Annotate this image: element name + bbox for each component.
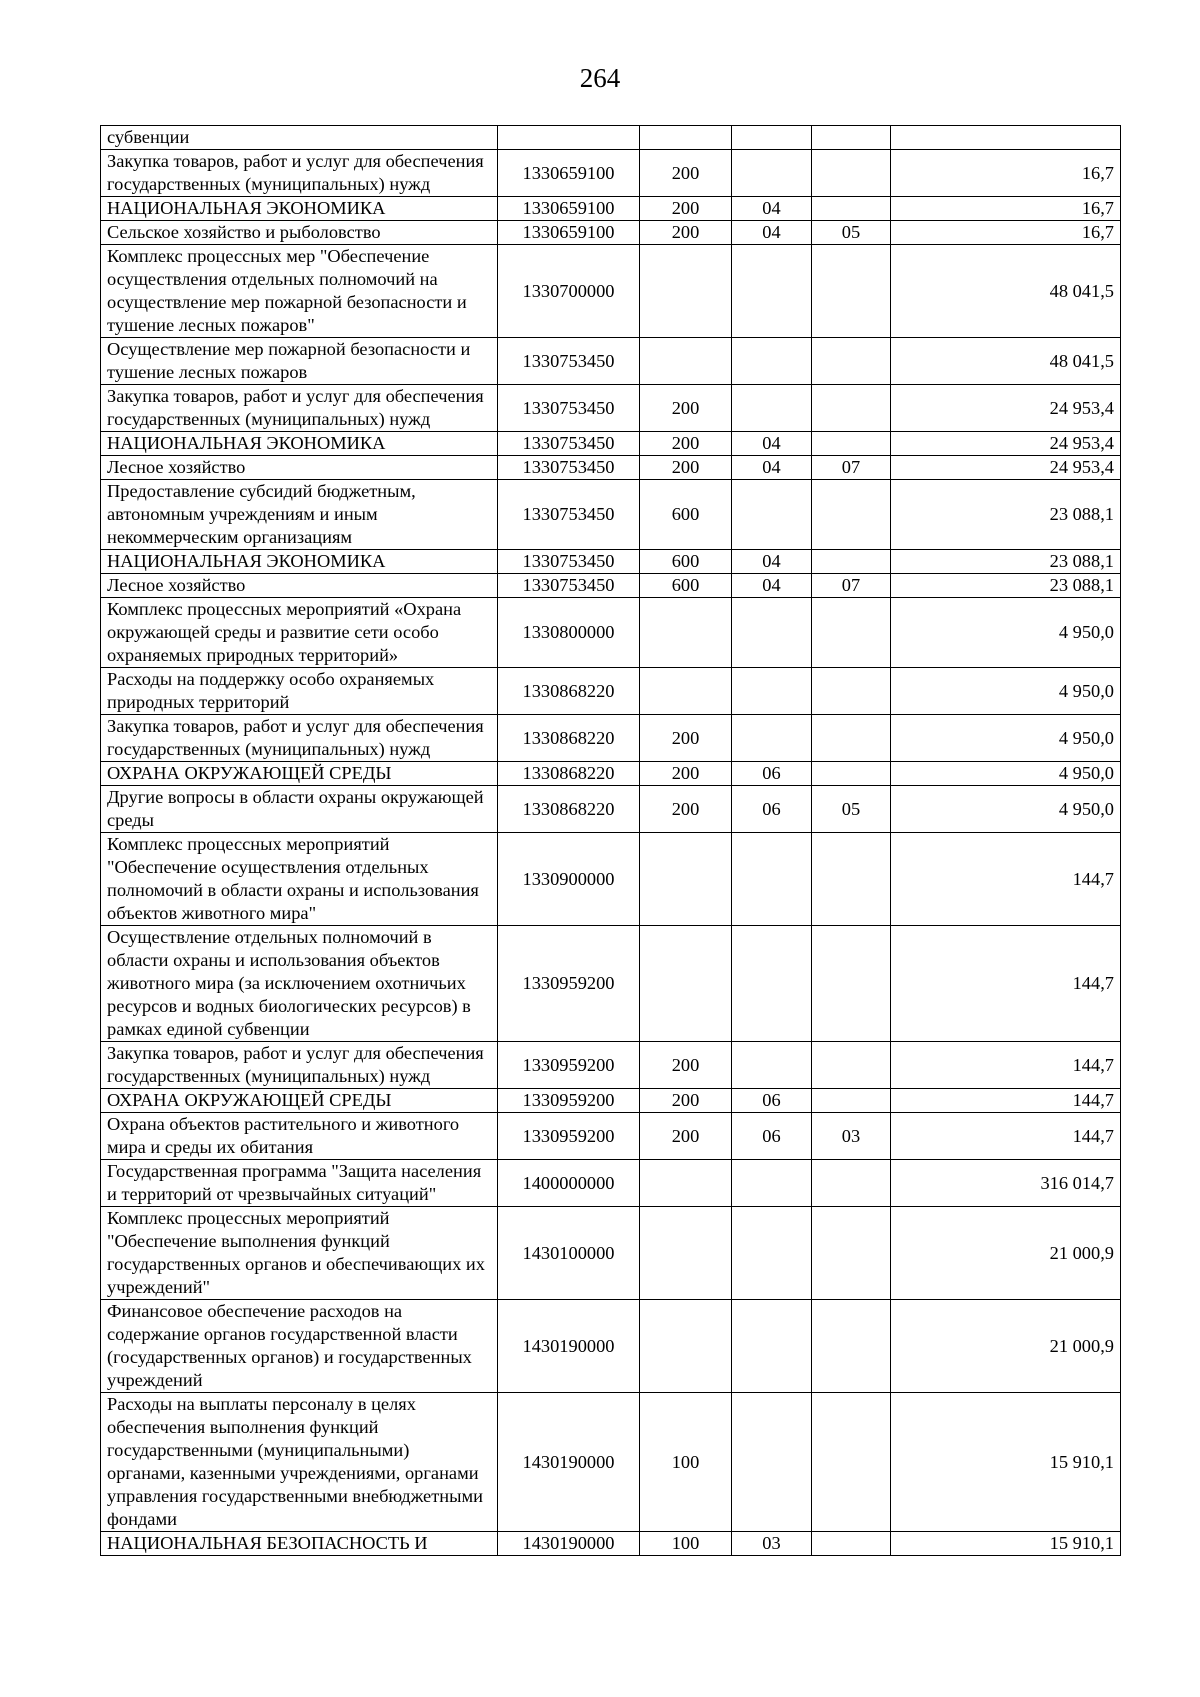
row-expense-type: 200 — [640, 1113, 732, 1160]
row-expense-type — [640, 1300, 732, 1393]
row-name: Комплекс процессных мероприятий "Обеспечение осуществления отдельных полномочий в области охраны и использования объектов животного мира" — [101, 833, 498, 926]
table-row — [101, 1393, 1121, 1532]
table-row — [101, 1042, 1121, 1089]
row-amount: 16,7 — [891, 221, 1121, 245]
row-amount: 23 088,1 — [891, 550, 1121, 574]
row-section — [732, 715, 812, 762]
table-row — [101, 245, 1121, 338]
row-name: НАЦИОНАЛЬНАЯ ЭКОНОМИКА — [101, 550, 498, 574]
row-subsection: 07 — [812, 574, 891, 598]
row-name: Осуществление отдельных полномочий в области охраны и использования объектов животного мира (за исключением охотничьих ресурсов и водных биологических ресурсов) в рамках единой субвенции — [101, 926, 498, 1042]
table-row — [101, 786, 1121, 833]
row-code: 1330700000 — [498, 245, 640, 338]
table-row — [101, 668, 1121, 715]
row-code: 1330868220 — [498, 762, 640, 786]
row-amount: 48 041,5 — [891, 338, 1121, 385]
row-code: 1330753450 — [498, 480, 640, 550]
row-section — [732, 598, 812, 668]
table-row — [101, 221, 1121, 245]
row-amount: 4 950,0 — [891, 715, 1121, 762]
row-amount: 21 000,9 — [891, 1300, 1121, 1393]
table-row — [101, 126, 1121, 150]
row-amount: 4 950,0 — [891, 668, 1121, 715]
row-expense-type — [640, 833, 732, 926]
table-row — [101, 1160, 1121, 1207]
row-name: Расходы на поддержку особо охраняемых природных территорий — [101, 668, 498, 715]
row-amount: 16,7 — [891, 197, 1121, 221]
row-subsection — [812, 385, 891, 432]
table-row — [101, 926, 1121, 1042]
row-name: Предоставление субсидий бюджетным, автономным учреждениям и иным некоммерческим организациям — [101, 480, 498, 550]
table-row — [101, 1113, 1121, 1160]
row-subsection — [812, 245, 891, 338]
budget-table-body — [101, 126, 1121, 1556]
table-row — [101, 598, 1121, 668]
row-amount: 144,7 — [891, 1042, 1121, 1089]
row-code: 1330753450 — [498, 550, 640, 574]
row-amount: 316 014,7 — [891, 1160, 1121, 1207]
row-amount: 23 088,1 — [891, 574, 1121, 598]
row-code: 1330868220 — [498, 715, 640, 762]
row-subsection — [812, 432, 891, 456]
row-expense-type: 200 — [640, 1042, 732, 1089]
row-expense-type — [640, 598, 732, 668]
row-section: 04 — [732, 456, 812, 480]
row-code: 1330659100 — [498, 197, 640, 221]
row-subsection: 07 — [812, 456, 891, 480]
row-subsection — [812, 1207, 891, 1300]
table-row — [101, 432, 1121, 456]
row-name: Финансовое обеспечение расходов на содержание органов государственной власти (государственных органов) и государственных учреждений — [101, 1300, 498, 1393]
table-row — [101, 715, 1121, 762]
row-amount: 144,7 — [891, 926, 1121, 1042]
row-code: 1330959200 — [498, 1089, 640, 1113]
row-name: Комплекс процессных мероприятий "Обеспечение выполнения функций государственных органов и обеспечивающих их учреждений" — [101, 1207, 498, 1300]
row-expense-type: 200 — [640, 715, 732, 762]
row-subsection — [812, 150, 891, 197]
row-subsection — [812, 762, 891, 786]
row-code: 1330959200 — [498, 1042, 640, 1089]
row-section: 06 — [732, 762, 812, 786]
row-code: 1430190000 — [498, 1393, 640, 1532]
row-expense-type: 200 — [640, 150, 732, 197]
row-code: 1430190000 — [498, 1532, 640, 1556]
row-expense-type: 200 — [640, 221, 732, 245]
row-section: 06 — [732, 1113, 812, 1160]
row-code: 1330753450 — [498, 338, 640, 385]
row-expense-type: 200 — [640, 432, 732, 456]
row-name: Закупка товаров, работ и услуг для обеспечения государственных (муниципальных) нужд — [101, 715, 498, 762]
row-section: 04 — [732, 574, 812, 598]
row-amount: 15 910,1 — [891, 1393, 1121, 1532]
row-name: Лесное хозяйство — [101, 574, 498, 598]
row-section: 04 — [732, 197, 812, 221]
row-name: Охрана объектов растительного и животного мира и среды их обитания — [101, 1113, 498, 1160]
table-row — [101, 1300, 1121, 1393]
row-name: Сельское хозяйство и рыболовство — [101, 221, 498, 245]
row-expense-type: 600 — [640, 574, 732, 598]
row-section — [732, 385, 812, 432]
row-section: 04 — [732, 432, 812, 456]
row-subsection: 05 — [812, 221, 891, 245]
table-row — [101, 550, 1121, 574]
row-expense-type: 600 — [640, 480, 732, 550]
row-subsection — [812, 1089, 891, 1113]
row-amount: 144,7 — [891, 1113, 1121, 1160]
row-section — [732, 668, 812, 715]
table-row — [101, 1207, 1121, 1300]
row-amount — [891, 126, 1121, 150]
row-expense-type — [640, 926, 732, 1042]
page-number: 264 — [579, 63, 621, 93]
row-section — [732, 1160, 812, 1207]
row-expense-type — [640, 1207, 732, 1300]
row-name: Лесное хозяйство — [101, 456, 498, 480]
row-section — [732, 126, 812, 150]
row-subsection — [812, 126, 891, 150]
row-amount: 15 910,1 — [891, 1532, 1121, 1556]
row-section: 06 — [732, 786, 812, 833]
row-section: 03 — [732, 1532, 812, 1556]
row-section — [732, 245, 812, 338]
row-section: 04 — [732, 221, 812, 245]
row-amount: 4 950,0 — [891, 786, 1121, 833]
row-expense-type — [640, 338, 732, 385]
row-code: 1330900000 — [498, 833, 640, 926]
row-subsection — [812, 197, 891, 221]
row-subsection: 05 — [812, 786, 891, 833]
row-name: Другие вопросы в области охраны окружающей среды — [101, 786, 498, 833]
row-subsection — [812, 480, 891, 550]
row-code: 1330753450 — [498, 432, 640, 456]
row-subsection — [812, 1393, 891, 1532]
table-row — [101, 833, 1121, 926]
table-row — [101, 762, 1121, 786]
row-name: ОХРАНА ОКРУЖАЮЩЕЙ СРЕДЫ — [101, 1089, 498, 1113]
row-amount: 48 041,5 — [891, 245, 1121, 338]
row-expense-type — [640, 126, 732, 150]
row-subsection — [812, 598, 891, 668]
table-row — [101, 574, 1121, 598]
row-code — [498, 126, 640, 150]
row-expense-type: 200 — [640, 385, 732, 432]
row-code: 1400000000 — [498, 1160, 640, 1207]
row-code: 1330753450 — [498, 574, 640, 598]
row-section — [732, 480, 812, 550]
row-expense-type: 200 — [640, 786, 732, 833]
row-code: 1430190000 — [498, 1300, 640, 1393]
row-code: 1330659100 — [498, 221, 640, 245]
row-code: 1330868220 — [498, 786, 640, 833]
row-expense-type: 200 — [640, 762, 732, 786]
row-section — [732, 1300, 812, 1393]
row-section — [732, 1393, 812, 1532]
row-section — [732, 1042, 812, 1089]
row-name: Комплекс процессных мер "Обеспечение осуществления отдельных полномочий на осуществление мер пожарной безопасности и тушение лесных пожаров" — [101, 245, 498, 338]
row-name: Государственная программа "Защита населения и территорий от чрезвычайных ситуаций" — [101, 1160, 498, 1207]
row-code: 1330800000 — [498, 598, 640, 668]
row-name: субвенции — [101, 126, 498, 150]
row-subsection — [812, 926, 891, 1042]
row-expense-type: 600 — [640, 550, 732, 574]
row-name: Закупка товаров, работ и услуг для обеспечения государственных (муниципальных) нужд — [101, 150, 498, 197]
row-code: 1330959200 — [498, 1113, 640, 1160]
row-section — [732, 1207, 812, 1300]
row-section — [732, 926, 812, 1042]
table-row — [101, 197, 1121, 221]
table-row — [101, 1532, 1121, 1556]
row-name: ОХРАНА ОКРУЖАЮЩЕЙ СРЕДЫ — [101, 762, 498, 786]
row-amount: 24 953,4 — [891, 456, 1121, 480]
row-expense-type: 200 — [640, 197, 732, 221]
budget-table — [100, 125, 1121, 1556]
row-expense-type — [640, 245, 732, 338]
row-code: 1330868220 — [498, 668, 640, 715]
table-row — [101, 1089, 1121, 1113]
row-section — [732, 150, 812, 197]
row-expense-type: 100 — [640, 1393, 732, 1532]
row-expense-type — [640, 1160, 732, 1207]
row-amount: 4 950,0 — [891, 598, 1121, 668]
table-row — [101, 480, 1121, 550]
row-name: Расходы на выплаты персоналу в целях обеспечения выполнения функций государственными (муниципальными) органами, казенными учреждениями, органами управления государственными внебюджетными фондами — [101, 1393, 498, 1532]
row-amount: 24 953,4 — [891, 432, 1121, 456]
row-expense-type: 200 — [640, 456, 732, 480]
row-subsection — [812, 550, 891, 574]
row-amount: 144,7 — [891, 833, 1121, 926]
row-subsection — [812, 1160, 891, 1207]
row-name: Закупка товаров, работ и услуг для обеспечения государственных (муниципальных) нужд — [101, 385, 498, 432]
table-row — [101, 150, 1121, 197]
row-section — [732, 338, 812, 385]
row-code: 1430100000 — [498, 1207, 640, 1300]
row-code: 1330753450 — [498, 456, 640, 480]
row-subsection — [812, 668, 891, 715]
row-subsection — [812, 1042, 891, 1089]
row-amount: 21 000,9 — [891, 1207, 1121, 1300]
row-subsection — [812, 1532, 891, 1556]
row-amount: 23 088,1 — [891, 480, 1121, 550]
row-subsection: 03 — [812, 1113, 891, 1160]
table-row — [101, 385, 1121, 432]
row-subsection — [812, 833, 891, 926]
row-name: НАЦИОНАЛЬНАЯ ЭКОНОМИКА — [101, 197, 498, 221]
row-amount: 4 950,0 — [891, 762, 1121, 786]
row-subsection — [812, 715, 891, 762]
row-expense-type: 200 — [640, 1089, 732, 1113]
row-section — [732, 833, 812, 926]
row-name: Комплекс процессных мероприятий «Охрана окружающей среды и развитие сети особо охраняемых природных территорий» — [101, 598, 498, 668]
row-code: 1330753450 — [498, 385, 640, 432]
row-amount: 144,7 — [891, 1089, 1121, 1113]
row-amount: 24 953,4 — [891, 385, 1121, 432]
row-code: 1330659100 — [498, 150, 640, 197]
row-expense-type: 100 — [640, 1532, 732, 1556]
row-subsection — [812, 1300, 891, 1393]
row-section: 06 — [732, 1089, 812, 1113]
row-code: 1330959200 — [498, 926, 640, 1042]
row-subsection — [812, 338, 891, 385]
row-name: Закупка товаров, работ и услуг для обеспечения государственных (муниципальных) нужд — [101, 1042, 498, 1089]
table-row — [101, 338, 1121, 385]
row-name: НАЦИОНАЛЬНАЯ БЕЗОПАСНОСТЬ И — [101, 1532, 498, 1556]
row-name: Осуществление мер пожарной безопасности и тушение лесных пожаров — [101, 338, 498, 385]
row-expense-type — [640, 668, 732, 715]
row-amount: 16,7 — [891, 150, 1121, 197]
row-section: 04 — [732, 550, 812, 574]
row-name: НАЦИОНАЛЬНАЯ ЭКОНОМИКА — [101, 432, 498, 456]
table-row — [101, 456, 1121, 480]
